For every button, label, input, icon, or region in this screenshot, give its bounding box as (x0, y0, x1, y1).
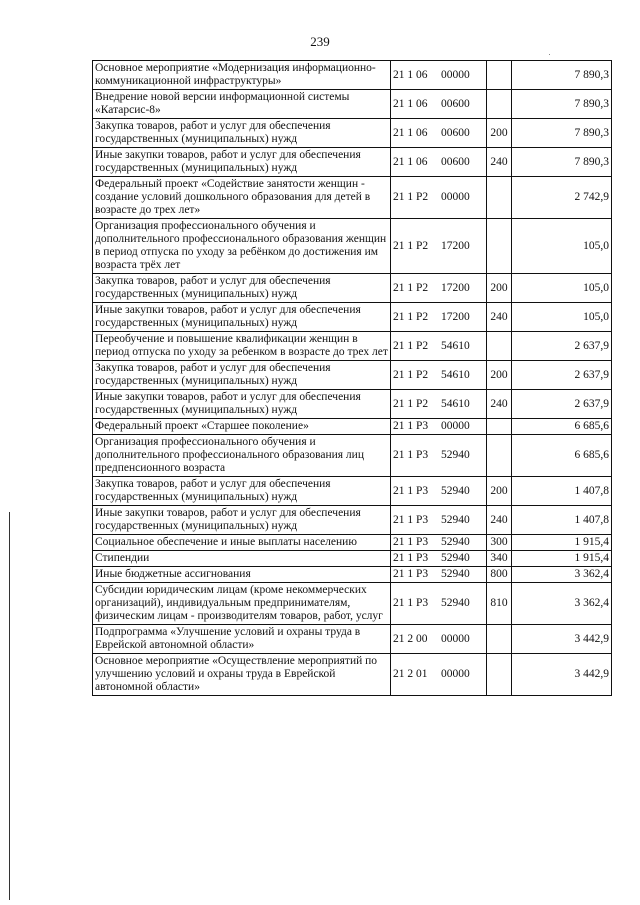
row-target-article (391, 551, 487, 567)
row-expense-type: 340 (487, 551, 512, 567)
row-expense-type (487, 177, 512, 219)
table-row (93, 61, 612, 90)
table-row (93, 551, 612, 567)
row-expense-type: 810 (487, 583, 512, 625)
row-csr-code: 54610 (441, 339, 470, 352)
row-expense-type: 200 (487, 119, 512, 148)
row-csr-code: 00600 (441, 126, 470, 139)
row-csr-program: 21 1 P2 (393, 310, 429, 323)
row-csr-code: 00000 (441, 191, 470, 203)
row-target-article (391, 90, 487, 119)
row-amount: 1 915,4 (512, 551, 612, 567)
row-name: Федеральный проект «Старшее поколение» (93, 419, 391, 435)
row-name: Закупка товаров, работ и услуг для обеспечения государственных (муниципальных) нужд (93, 477, 391, 506)
row-amount: 2 742,9 (512, 177, 612, 219)
row-csr-program: 21 1 06 (393, 68, 428, 81)
page-number: 239 (310, 34, 330, 49)
row-csr-program: 21 1 06 (393, 126, 428, 139)
row-expense-type: 240 (487, 303, 512, 332)
row-target-article (391, 419, 487, 435)
table-row (93, 90, 612, 119)
row-csr-code: 52940 (441, 552, 470, 564)
budget-table (92, 60, 612, 696)
row-amount: 3 362,4 (512, 567, 612, 583)
row-csr-code: 52940 (441, 513, 470, 526)
row-target-article (391, 390, 487, 419)
row-name: Социальное обеспечение и иные выплаты населению (93, 535, 391, 551)
row-expense-type (487, 219, 512, 274)
row-amount: 1 407,8 (512, 506, 612, 535)
row-expense-type (487, 61, 512, 90)
row-name: Субсидии юридическим лицам (кроме некоммерческих организаций), индивидуальным предпринимателям, физическим лицам - производителям товаров, работ, услуг (93, 583, 391, 625)
row-amount: 7 890,3 (512, 90, 612, 119)
row-amount: 105,0 (512, 219, 612, 274)
row-csr-program: 21 1 P3 (393, 513, 429, 526)
row-csr-code: 00000 (441, 668, 470, 680)
table-row (93, 654, 612, 696)
table-row (93, 332, 612, 361)
row-name: Основное мероприятие «Осуществление мероприятий по улучшению условий и охраны труда в Еврейской автономной области» (93, 654, 391, 696)
row-expense-type: 200 (487, 477, 512, 506)
row-expense-type: 800 (487, 567, 512, 583)
row-target-article (391, 654, 487, 696)
row-expense-type: 240 (487, 390, 512, 419)
row-target-article (391, 61, 487, 90)
row-expense-type: 200 (487, 274, 512, 303)
row-csr-code: 00600 (441, 97, 470, 110)
row-amount: 2 637,9 (512, 332, 612, 361)
row-csr-code: 54610 (441, 397, 470, 410)
row-csr-code: 52940 (441, 449, 470, 461)
row-csr-program: 21 1 06 (393, 97, 428, 110)
row-name: Внедрение новой версии информационной системы «Катарсис-8» (93, 90, 391, 119)
row-csr-code: 00600 (441, 155, 470, 168)
row-csr-program: 21 2 00 (393, 632, 428, 645)
row-amount: 3 442,9 (512, 625, 612, 654)
row-target-article (391, 567, 487, 583)
row-csr-program: 21 1 P3 (393, 552, 429, 564)
table-row (93, 390, 612, 419)
row-name: Подпрограмма «Улучшение условий и охраны труда в Еврейской автономной области» (93, 625, 391, 654)
row-target-article (391, 435, 487, 477)
budget-table-body (93, 61, 612, 696)
row-csr-code: 00000 (441, 420, 470, 432)
row-target-article (391, 583, 487, 625)
table-row (93, 148, 612, 177)
row-expense-type (487, 435, 512, 477)
row-csr-code: 52940 (441, 484, 470, 497)
table-row (93, 583, 612, 625)
row-name: Иные закупки товаров, работ и услуг для обеспечения государственных (муниципальных) нужд (93, 148, 391, 177)
row-target-article (391, 625, 487, 654)
row-csr-program: 21 1 P2 (393, 368, 429, 381)
row-amount: 7 890,3 (512, 148, 612, 177)
row-amount: 7 890,3 (512, 119, 612, 148)
row-name: Стипендии (93, 551, 391, 567)
table-row (93, 535, 612, 551)
row-csr-program: 21 1 P3 (393, 536, 429, 548)
row-amount: 105,0 (512, 274, 612, 303)
row-csr-program: 21 1 06 (393, 155, 428, 168)
row-target-article (391, 535, 487, 551)
row-expense-type (487, 90, 512, 119)
row-csr-code: 52940 (441, 568, 470, 580)
row-amount: 3 362,4 (512, 583, 612, 625)
row-csr-code: 17200 (441, 239, 470, 252)
row-target-article (391, 177, 487, 219)
row-target-article (391, 219, 487, 274)
row-target-article (391, 477, 487, 506)
row-amount: 2 637,9 (512, 361, 612, 390)
row-target-article (391, 303, 487, 332)
row-expense-type (487, 419, 512, 435)
row-csr-code: 17200 (441, 310, 470, 323)
table-row (93, 625, 612, 654)
table-row (93, 274, 612, 303)
row-csr-program: 21 1 P2 (393, 281, 429, 294)
row-name: Иные закупки товаров, работ и услуг для обеспечения государственных (муниципальных) нужд (93, 390, 391, 419)
row-csr-code: 52940 (441, 597, 470, 609)
table-row (93, 435, 612, 477)
row-target-article (391, 332, 487, 361)
scan-speck (549, 54, 550, 55)
row-name: Закупка товаров, работ и услуг для обеспечения государственных (муниципальных) нужд (93, 274, 391, 303)
row-expense-type (487, 625, 512, 654)
table-row (93, 567, 612, 583)
row-name: Переобучение и повышение квалификации женщин в период отпуска по уходу за ребенком в возрасте до трех лет (93, 332, 391, 361)
row-csr-code: 54610 (441, 368, 470, 381)
row-name: Иные закупки товаров, работ и услуг для обеспечения государственных (муниципальных) нужд (93, 303, 391, 332)
row-name: Основное мероприятие «Модернизация информационно-коммуникационной инфраструктуры» (93, 61, 391, 90)
row-target-article (391, 506, 487, 535)
row-amount: 6 685,6 (512, 435, 612, 477)
table-row (93, 361, 612, 390)
row-amount: 7 890,3 (512, 61, 612, 90)
row-target-article (391, 148, 487, 177)
row-expense-type: 300 (487, 535, 512, 551)
row-expense-type (487, 332, 512, 361)
row-name: Иные закупки товаров, работ и услуг для обеспечения государственных (муниципальных) нужд (93, 506, 391, 535)
margin-rule (9, 512, 10, 900)
row-name: Закупка товаров, работ и услуг для обеспечения государственных (муниципальных) нужд (93, 119, 391, 148)
row-csr-program: 21 1 P3 (393, 568, 429, 580)
row-csr-code: 00000 (441, 68, 470, 81)
row-csr-program: 21 1 P2 (393, 239, 429, 252)
row-csr-code: 17200 (441, 281, 470, 294)
row-expense-type: 200 (487, 361, 512, 390)
table-row (93, 506, 612, 535)
table-row (93, 177, 612, 219)
row-target-article (391, 274, 487, 303)
row-csr-program: 21 1 P3 (393, 420, 429, 432)
row-name: Закупка товаров, работ и услуг для обеспечения государственных (муниципальных) нужд (93, 361, 391, 390)
row-csr-program: 21 1 P3 (393, 449, 429, 461)
row-csr-code: 00000 (441, 632, 470, 645)
row-csr-program: 21 1 P2 (393, 397, 429, 410)
row-amount: 3 442,9 (512, 654, 612, 696)
row-csr-program: 21 2 01 (393, 668, 428, 680)
row-amount: 105,0 (512, 303, 612, 332)
row-name: Иные бюджетные ассигнования (93, 567, 391, 583)
row-amount: 1 915,4 (512, 535, 612, 551)
row-target-article (391, 119, 487, 148)
row-name: Организация профессионального обучения и дополнительного профессионального образования лиц предпенсионного возраста (93, 435, 391, 477)
row-name: Федеральный проект «Содействие занятости женщин - создание условий дошкольного образования для детей в возрасте до трех лет» (93, 177, 391, 219)
row-csr-program: 21 1 P3 (393, 484, 429, 497)
row-csr-program: 21 1 P2 (393, 339, 429, 352)
table-row (93, 419, 612, 435)
table-row (93, 303, 612, 332)
row-csr-program: 21 1 P3 (393, 597, 429, 609)
row-csr-code: 52940 (441, 536, 470, 548)
row-name: Организация профессионального обучения и дополнительного профессионального образования женщин в период отпуска по уходу за ребёнком до достижения им возраста трёх лет (93, 219, 391, 274)
row-target-article (391, 361, 487, 390)
row-expense-type: 240 (487, 506, 512, 535)
table-row (93, 119, 612, 148)
row-amount: 6 685,6 (512, 419, 612, 435)
row-csr-program: 21 1 P2 (393, 191, 429, 203)
table-row (93, 477, 612, 506)
row-amount: 2 637,9 (512, 390, 612, 419)
row-amount: 1 407,8 (512, 477, 612, 506)
row-expense-type: 240 (487, 148, 512, 177)
table-row (93, 219, 612, 274)
row-expense-type (487, 654, 512, 696)
